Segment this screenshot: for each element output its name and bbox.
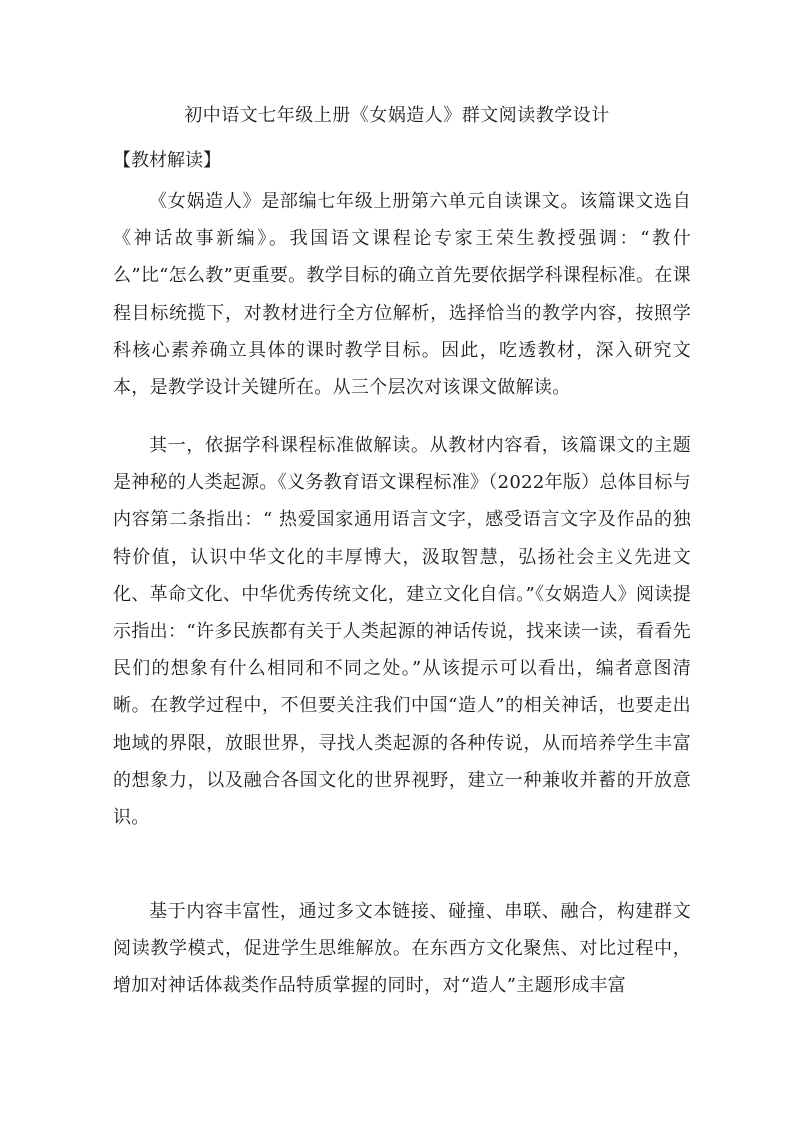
paragraph-2: 其一，依据学科课程标准做解读。从教材内容看，该篇课文的主题是神秘的人类起源。《义务教育语文课程标准》（2022年版）总体目标与内容第二条指出：“ 热爱国家通用语言文字，感受语言文字及作品的独特价值，认识中华文化的丰厚博大，汲取智慧，弘扬社会主义先进文化、革命文化、中华优秀传统文化，建立文化自信。”《女娲造人》阅读提示指出：“许多民族都有关于人类起源的神话传说，找来读一读，看看先民们的想象有什么相同和不同之处。”从该提示可以看出，编者意图清晰。在教学过程中，不但要关注我们中国“造人”的相关神话，也要走出地域的界限，放眼世界，寻找人类起源的各种传说，从而培养学生丰富的想象力，以及融合各国文化的世界视野，建立一种兼收并蓄的开放意识。 xyxy=(113,435,692,829)
document-title: 初中语文七年级上册《女娲造人》群文阅读教学设计 xyxy=(184,105,610,126)
paragraph-3: 基于内容丰富性，通过多文本链接、碰撞、串联、融合，构建群文阅读教学模式，促进学生思维解放。在东西方文化聚焦、对比过程中，增加对神话体裁类作品特质掌握的同时，对“造人”主题形成丰富 xyxy=(113,901,691,997)
paragraph-1: 《女娲造人》是部编七年级上册第六单元自读课文。该篇课文选自《神话故事新编》。我国语文课程论专家王荣生教授强调：“教什么”比“怎么教”更重要。教学目标的确立首先要依据学科课程标准。在课程目标统揽下，对教材进行全方位解析，选择恰当的教学内容，按照学科核心素养确立具体的课时教学目标。因此，吃透教材，深入研究文本，是教学设计关键所在。从三个层次对该课文做解读。 xyxy=(113,191,691,399)
section-heading: 【教材解读】 xyxy=(113,150,221,171)
